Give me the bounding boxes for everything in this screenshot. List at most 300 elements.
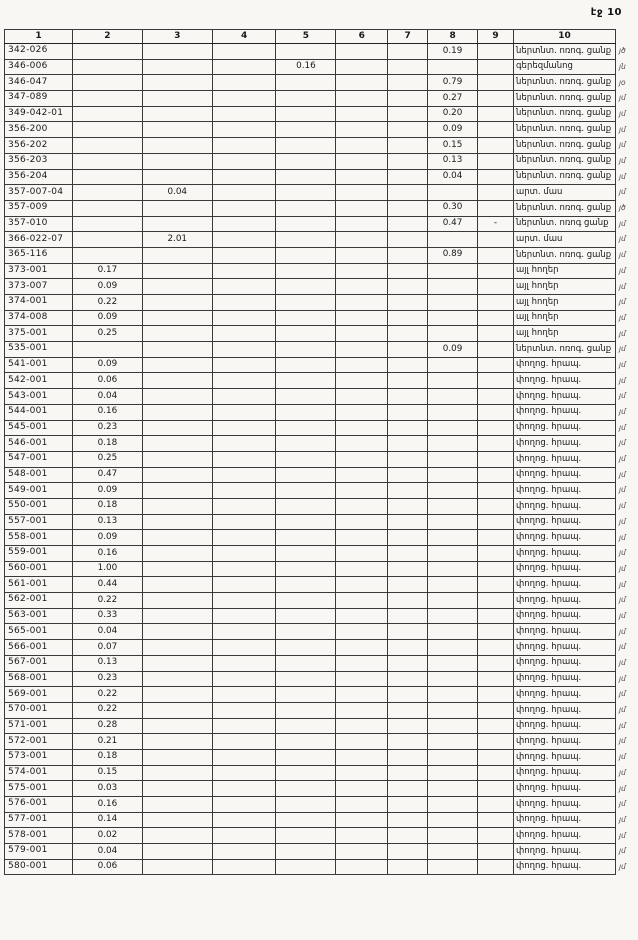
table-cell (142, 655, 212, 671)
table-cell: 0.20 (428, 106, 478, 122)
table-cell (336, 420, 388, 436)
table-cell (336, 765, 388, 781)
table-cell (388, 702, 428, 718)
table-cell: ներտնտ. ոռոգ. ցանք (513, 169, 615, 185)
table-row (5, 781, 638, 797)
table-cell (428, 530, 478, 546)
table-cell (336, 75, 388, 91)
table-cell (336, 859, 388, 875)
table-cell: 574-001 (5, 765, 73, 781)
table-cell (336, 122, 388, 138)
table-cell (336, 373, 388, 389)
table-cell (212, 781, 276, 797)
table-row (5, 200, 638, 216)
table-cell: փողոց. հրապ. (513, 436, 615, 452)
table-cell: 373-001 (5, 263, 73, 279)
table-row (5, 310, 638, 326)
table-cell (276, 797, 336, 813)
table-row (5, 828, 638, 844)
table-cell: 0.09 (428, 122, 478, 138)
table-cell: փողոց. հրապ. (513, 530, 615, 546)
margin-handwritten-mark: յմ (618, 250, 626, 260)
table-cell (212, 279, 276, 295)
table-cell: 0.04 (72, 844, 142, 860)
table-cell: փողոց. հրապ. (513, 373, 615, 389)
table-cell (478, 389, 514, 405)
table-cell (212, 326, 276, 342)
table-cell (336, 153, 388, 169)
table-cell (142, 389, 212, 405)
table-cell (212, 75, 276, 91)
margin-handwritten-mark: յմ (618, 595, 626, 605)
margin-handwritten-mark: յմ (618, 799, 626, 809)
table-cell: 0.19 (428, 44, 478, 60)
table-cell (388, 828, 428, 844)
table-cell: 373-007 (5, 279, 73, 295)
table-cell: 1.00 (72, 561, 142, 577)
table-cell (478, 200, 514, 216)
margin-handwritten-mark: յծ (618, 46, 626, 56)
table-cell (212, 577, 276, 593)
table-cell: 578-001 (5, 828, 73, 844)
table-cell (142, 718, 212, 734)
table-row (5, 122, 638, 138)
table-cell (72, 138, 142, 154)
table-cell: ներտնտ. ոռոգ. ցանք (513, 153, 615, 169)
table-cell: ներտնտ. ոռոգ ցանք (513, 216, 615, 232)
table-cell: 0.09 (428, 342, 478, 358)
table-cell (212, 718, 276, 734)
table-cell (336, 467, 388, 483)
table-cell (428, 546, 478, 562)
table-row (5, 546, 638, 562)
table-cell (72, 153, 142, 169)
table-row (5, 749, 638, 765)
table-row (5, 608, 638, 624)
table-cell: 541-001 (5, 357, 73, 373)
table-cell: 0.22 (72, 687, 142, 703)
table-cell (478, 310, 514, 326)
table-cell (276, 420, 336, 436)
table-cell: փողոց. հրապ. (513, 624, 615, 640)
table-cell: 0.18 (72, 749, 142, 765)
table-cell: 0.18 (72, 436, 142, 452)
table-cell (142, 342, 212, 358)
table-cell (336, 451, 388, 467)
table-cell (276, 232, 336, 248)
table-cell: 569-001 (5, 687, 73, 703)
table-cell (142, 828, 212, 844)
table-cell (212, 373, 276, 389)
margin-handwritten-mark: յմ (618, 548, 626, 558)
table-cell (478, 404, 514, 420)
table-cell (336, 530, 388, 546)
table-cell: 535-001 (5, 342, 73, 358)
table-cell (212, 138, 276, 154)
table-cell: այլ հողեր (513, 310, 615, 326)
table-cell (478, 749, 514, 765)
table-cell (212, 200, 276, 216)
table-cell (212, 749, 276, 765)
table-cell (388, 404, 428, 420)
table-cell: փողոց. հրապ. (513, 844, 615, 860)
table-cell (336, 91, 388, 107)
table-cell (72, 216, 142, 232)
table-cell (478, 263, 514, 279)
table-cell (212, 59, 276, 75)
table-cell: 0.47 (428, 216, 478, 232)
table-cell (276, 577, 336, 593)
table-cell (276, 404, 336, 420)
table-cell (428, 357, 478, 373)
table-cell (388, 169, 428, 185)
table-cell (336, 169, 388, 185)
table-cell (478, 687, 514, 703)
table-cell (142, 436, 212, 452)
table-cell: 570-001 (5, 702, 73, 718)
table-cell: 0.44 (72, 577, 142, 593)
table-cell: 0.06 (72, 373, 142, 389)
table-cell: 0.09 (72, 357, 142, 373)
table-cell: 0.22 (72, 593, 142, 609)
table-cell (336, 577, 388, 593)
table-cell (276, 483, 336, 499)
table-cell (212, 640, 276, 656)
table-cell (276, 561, 336, 577)
table-cell: 562-001 (5, 593, 73, 609)
table-cell (212, 44, 276, 60)
table-cell (478, 781, 514, 797)
table-cell (336, 749, 388, 765)
table-cell (388, 295, 428, 311)
table-row (5, 451, 638, 467)
table-cell (336, 44, 388, 60)
margin-handwritten-mark: յմ (618, 234, 626, 244)
table-cell (276, 859, 336, 875)
table-cell: փողոց. հրապ. (513, 655, 615, 671)
table-cell (212, 797, 276, 813)
table-cell (276, 749, 336, 765)
table-cell (388, 561, 428, 577)
margin-handwritten-mark: յմ (618, 705, 626, 715)
table-cell: 560-001 (5, 561, 73, 577)
table-cell (428, 185, 478, 201)
table-cell (388, 765, 428, 781)
table-cell (336, 844, 388, 860)
table-cell (428, 844, 478, 860)
margin-handwritten-mark: յմ (618, 422, 626, 432)
table-cell: 356-202 (5, 138, 73, 154)
table-cell (276, 593, 336, 609)
table-cell (212, 546, 276, 562)
table-cell (212, 828, 276, 844)
table-cell (388, 718, 428, 734)
margin-handwritten-mark: յմ (618, 532, 626, 542)
margin-handwritten-mark: յմ (618, 454, 626, 464)
margin-handwritten-mark: յմ (618, 359, 626, 369)
table-cell (142, 467, 212, 483)
table-cell: 0.09 (72, 483, 142, 499)
table-cell (388, 153, 428, 169)
table-cell (142, 263, 212, 279)
table-cell: փողոց. հրապ. (513, 483, 615, 499)
table-cell (388, 483, 428, 499)
table-cell (336, 185, 388, 201)
table-cell: 561-001 (5, 577, 73, 593)
table-cell (212, 342, 276, 358)
table-cell (478, 279, 514, 295)
table-cell (276, 702, 336, 718)
table-cell (428, 734, 478, 750)
table-cell (212, 404, 276, 420)
table-cell (428, 59, 478, 75)
table-cell (428, 451, 478, 467)
table-row (5, 106, 638, 122)
table-cell (388, 420, 428, 436)
table-cell (72, 342, 142, 358)
table-cell (142, 859, 212, 875)
table-cell: փողոց. հրապ. (513, 765, 615, 781)
table-cell (72, 91, 142, 107)
table-cell (478, 451, 514, 467)
table-cell: 0.21 (72, 734, 142, 750)
column-header: 4 (212, 30, 276, 44)
table-row (5, 577, 638, 593)
table-cell (388, 530, 428, 546)
table-cell (388, 498, 428, 514)
table-cell (142, 404, 212, 420)
table-cell (336, 593, 388, 609)
table-cell (478, 59, 514, 75)
table-cell (388, 608, 428, 624)
table-cell: 0.02 (72, 828, 142, 844)
table-cell: փողոց. հրապ. (513, 546, 615, 562)
table-cell (478, 91, 514, 107)
margin-handwritten-mark: յմ (618, 846, 626, 856)
table-cell: այլ հողեր (513, 279, 615, 295)
margin-handwritten-mark: յմ (618, 501, 626, 511)
table-row (5, 734, 638, 750)
table-row (5, 216, 638, 232)
table-row (5, 514, 638, 530)
margin-handwritten-mark: յմ (618, 485, 626, 495)
table-cell: 346-006 (5, 59, 73, 75)
table-cell: 356-200 (5, 122, 73, 138)
table-cell (72, 169, 142, 185)
margin-handwritten-mark: յմ (618, 328, 626, 338)
table-cell (388, 451, 428, 467)
table-cell: 342-026 (5, 44, 73, 60)
table-cell: 572-001 (5, 734, 73, 750)
table-cell (336, 404, 388, 420)
table-cell (428, 310, 478, 326)
table-cell (478, 718, 514, 734)
table-cell: 349-042-01 (5, 106, 73, 122)
table-cell (142, 624, 212, 640)
margin-handwritten-mark: յմ (618, 438, 626, 448)
table-cell: 546-001 (5, 436, 73, 452)
table-cell (212, 498, 276, 514)
table-cell: 576-001 (5, 797, 73, 813)
table-cell (428, 624, 478, 640)
table-cell (142, 91, 212, 107)
table-cell (428, 326, 478, 342)
table-cell: 0.09 (72, 530, 142, 546)
table-cell (388, 59, 428, 75)
table-cell: 374-008 (5, 310, 73, 326)
table-row (5, 436, 638, 452)
table-row (5, 655, 638, 671)
table-cell (72, 232, 142, 248)
table-cell: 0.17 (72, 263, 142, 279)
table-cell: այլ հողեր (513, 263, 615, 279)
header-row (5, 30, 638, 44)
table-cell (212, 859, 276, 875)
table-cell (142, 734, 212, 750)
table-cell (142, 310, 212, 326)
column-header: 5 (276, 30, 336, 44)
column-header: 6 (336, 30, 388, 44)
table-cell: արտ. մաս (513, 185, 615, 201)
table-cell (478, 593, 514, 609)
table-row (5, 812, 638, 828)
table-cell: փողոց. հրապ. (513, 718, 615, 734)
table-cell: արտ. մաս (513, 232, 615, 248)
table-cell: ներտնտ. ոռոգ. ցանք (513, 75, 615, 91)
margin-handwritten-mark: յմ (618, 830, 626, 840)
land-parcels-table (4, 29, 638, 875)
table-cell (428, 498, 478, 514)
table-cell (336, 828, 388, 844)
table-cell (276, 765, 336, 781)
table-cell (388, 640, 428, 656)
table-cell: 557-001 (5, 514, 73, 530)
table-cell: 356-203 (5, 153, 73, 169)
table-cell (276, 718, 336, 734)
table-row (5, 859, 638, 875)
table-cell: գերեզմանոց (513, 59, 615, 75)
table-cell (212, 467, 276, 483)
table-cell (142, 593, 212, 609)
margin-handwritten-mark: յմ (618, 93, 626, 103)
table-cell: փողոց. հրապ. (513, 514, 615, 530)
table-cell: 563-001 (5, 608, 73, 624)
table-cell (212, 263, 276, 279)
table-cell (478, 702, 514, 718)
table-cell (212, 812, 276, 828)
table-cell: փողոց. հրապ. (513, 451, 615, 467)
table-cell: 0.13 (72, 514, 142, 530)
table-cell (142, 279, 212, 295)
table-cell (336, 106, 388, 122)
table-cell (336, 357, 388, 373)
table-cell (388, 122, 428, 138)
margin-handwritten-mark: յմ (618, 752, 626, 762)
margin-handwritten-mark: յմ (618, 673, 626, 683)
table-cell (336, 718, 388, 734)
table-body (5, 44, 638, 875)
table-row (5, 153, 638, 169)
table-cell (428, 781, 478, 797)
table-row (5, 185, 638, 201)
table-cell (388, 247, 428, 263)
table-cell (478, 295, 514, 311)
table-cell (428, 640, 478, 656)
table-cell: 0.04 (72, 389, 142, 405)
table-cell (276, 828, 336, 844)
table-cell (276, 373, 336, 389)
table-cell (276, 263, 336, 279)
table-cell (142, 671, 212, 687)
column-header: 7 (388, 30, 428, 44)
table-cell (336, 326, 388, 342)
table-cell (142, 608, 212, 624)
table-cell (212, 436, 276, 452)
table-cell: 0.16 (276, 59, 336, 75)
table-cell (428, 514, 478, 530)
table-row (5, 169, 638, 185)
table-cell (212, 671, 276, 687)
table-cell (428, 373, 478, 389)
table-cell (336, 546, 388, 562)
table-cell: փողոց. հրապ. (513, 404, 615, 420)
table-cell (212, 624, 276, 640)
table-cell (72, 44, 142, 60)
table-cell (276, 138, 336, 154)
column-header: 1 (5, 30, 73, 44)
table-cell (336, 655, 388, 671)
table-row (5, 687, 638, 703)
table-row (5, 671, 638, 687)
table-cell (142, 326, 212, 342)
table-cell: 347-089 (5, 91, 73, 107)
table-cell (336, 138, 388, 154)
table-cell: փողոց. հրապ. (513, 357, 615, 373)
table-cell (478, 420, 514, 436)
table-cell: 0.25 (72, 451, 142, 467)
table-cell: 0.04 (72, 624, 142, 640)
table-cell (142, 138, 212, 154)
table-row (5, 247, 638, 263)
table-cell (212, 310, 276, 326)
table-cell (276, 342, 336, 358)
margin-handwritten-mark: յմ (618, 124, 626, 134)
table-cell: փողոց. հրապ. (513, 702, 615, 718)
table-cell (276, 75, 336, 91)
table-cell (478, 859, 514, 875)
table-cell (276, 812, 336, 828)
margin-handwritten-mark: յմ (618, 312, 626, 322)
table-row (5, 232, 638, 248)
table-row (5, 640, 638, 656)
table-cell (142, 169, 212, 185)
table-cell: 573-001 (5, 749, 73, 765)
table-cell: փողոց. հրապ. (513, 561, 615, 577)
table-cell (428, 420, 478, 436)
table-cell (428, 467, 478, 483)
table-cell (388, 655, 428, 671)
table-cell (388, 781, 428, 797)
table-cell: 549-001 (5, 483, 73, 499)
table-row (5, 467, 638, 483)
margin-handwritten-mark: յմ (618, 265, 626, 275)
table-cell: 0.30 (428, 200, 478, 216)
table-cell (212, 702, 276, 718)
table-cell (212, 232, 276, 248)
table-cell (388, 749, 428, 765)
table-cell (478, 357, 514, 373)
table-cell (276, 514, 336, 530)
